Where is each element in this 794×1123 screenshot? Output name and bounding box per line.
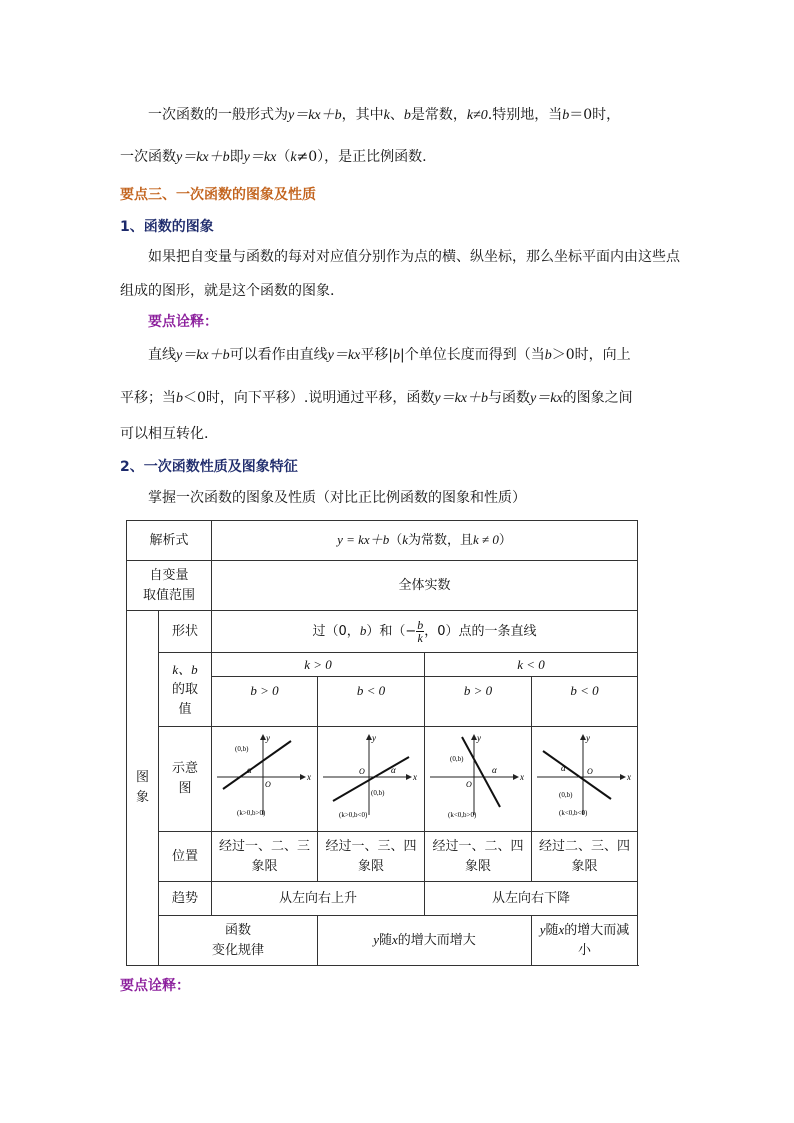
row-label-expression: 解析式 xyxy=(127,521,212,561)
x-label: x xyxy=(412,772,417,782)
b-case-1: b > 0 xyxy=(212,677,318,727)
sketch-cell-3 xyxy=(425,727,532,832)
position-cell-1: 经过一、二、三 象限 xyxy=(212,832,318,882)
y-label: y xyxy=(585,733,590,743)
point-label: (0,b) xyxy=(370,789,384,797)
row-label-trend: 趋势 xyxy=(159,882,212,916)
sketch-caption: (k>0,b>0) xyxy=(236,809,265,817)
position-cell-3: 经过一、二、四 象限 xyxy=(425,832,532,882)
note1-line3: 可以相互转化. xyxy=(120,426,209,442)
expression-value: y = kx＋b（k为常数，且k ≠ 0） xyxy=(212,521,638,561)
sketch-caption: (k>0,b<0) xyxy=(338,811,367,819)
x-label: x xyxy=(306,772,311,782)
formula-general: y＝kx＋b xyxy=(288,108,342,123)
change-decreasing: y随x的增大而减小 xyxy=(532,916,638,966)
sub1-title: 1、函数的图象 xyxy=(120,219,214,235)
point-label: (0,b) xyxy=(558,791,572,799)
row-label-domain: 自变量 取值范围 xyxy=(127,561,212,611)
position-cell-4: 经过二、三、四 象限 xyxy=(532,832,638,882)
sub2-title: 2、一次函数性质及图象特征 xyxy=(120,459,298,475)
section3-title: 要点三、一次函数的图象及性质 xyxy=(120,187,316,203)
origin-label: O xyxy=(358,767,365,776)
function-line xyxy=(223,741,291,789)
sketch-caption: (k<0,b>0) xyxy=(447,811,476,819)
graph-sketch-4 xyxy=(533,727,637,824)
sketch-caption: (k<0,b<0) xyxy=(558,809,587,817)
origin-label: O xyxy=(586,767,593,776)
point-label: (0,b) xyxy=(234,745,248,753)
alpha-label: α xyxy=(390,765,396,775)
x-label: x xyxy=(626,772,631,782)
point-label: (0,b) xyxy=(449,755,463,763)
x-label: x xyxy=(519,772,524,782)
origin-label: O xyxy=(264,780,271,789)
b-case-3: b > 0 xyxy=(425,677,532,727)
note1-line2: 平移；当b＜0时，向下平移）.说明通过平移，函数y＝kx＋b与函数y＝kx的图象之间 xyxy=(120,390,633,406)
y-label: y xyxy=(371,733,376,743)
function-properties-table xyxy=(126,520,638,966)
sub2-intro: 掌握一次函数的图象及性质（对比正比例函数的图象和性质） xyxy=(148,490,526,506)
sub1-text-line2: 组成的图形，就是这个函数的图象. xyxy=(120,283,335,299)
sketch-cell-1 xyxy=(212,727,318,832)
alpha-label: α xyxy=(246,765,252,775)
b-case-4: b < 0 xyxy=(532,677,638,727)
change-increasing: y随x的增大而增大 xyxy=(318,916,532,966)
position-cell-2: 经过一、三、四 象限 xyxy=(318,832,425,882)
y-label: y xyxy=(476,733,481,743)
note1-line1: 直线y＝kx＋b可以看作由直线y＝kx平移|b|个单位长度而得到（当b＞0时，向上 xyxy=(148,347,631,363)
k-positive-header: k > 0 xyxy=(212,653,425,677)
note1-title: 要点诠释： xyxy=(148,314,218,330)
fraction-b-over-k: $\frac{b}{k}$ xyxy=(417,618,424,645)
note2-title: 要点诠释： xyxy=(120,978,190,994)
row-label-change: 函数 变化规律 xyxy=(159,916,318,966)
trend-decreasing: 从左向右下降 xyxy=(425,882,638,916)
row-label-kb: k、b 的取 值 xyxy=(159,653,212,727)
alpha-label: α xyxy=(560,763,566,773)
alpha-label: α xyxy=(491,765,497,775)
row-label-shape: 形状 xyxy=(159,611,212,653)
domain-value: 全体实数 xyxy=(212,561,638,611)
k-negative-header: k < 0 xyxy=(425,653,638,677)
sketch-cell-4 xyxy=(532,727,638,832)
row-label-sketch: 示意 图 xyxy=(159,727,212,832)
shape-value: 过（0，b）和（− $\frac{b}{k}$ ，0）点的一条直线 xyxy=(212,611,638,653)
trend-increasing: 从左向右上升 xyxy=(212,882,425,916)
graph-sketch-1 xyxy=(213,727,317,824)
sketch-cell-2 xyxy=(318,727,425,832)
row-label-position: 位置 xyxy=(159,832,212,882)
function-line xyxy=(543,751,611,799)
para1-line2: 一次函数y＝kx＋b即y＝kx（k≠0），是正比例函数. xyxy=(120,149,427,165)
graph-sketch-3 xyxy=(426,727,531,824)
sub1-text-line1: 如果把自变量与函数的每对对应值分别作为点的横、纵坐标，那么坐标平面内由这些点 xyxy=(148,249,680,265)
graph-sketch-2 xyxy=(319,727,424,824)
row-label-graph: 图 象 xyxy=(127,611,159,966)
para1-line1: 一次函数的一般形式为y＝kx＋b，其中k、b是常数，k≠0.特别地，当b＝0时， xyxy=(148,107,621,123)
y-label: y xyxy=(265,733,270,743)
b-case-2: b < 0 xyxy=(318,677,425,727)
origin-label: O xyxy=(465,780,472,789)
